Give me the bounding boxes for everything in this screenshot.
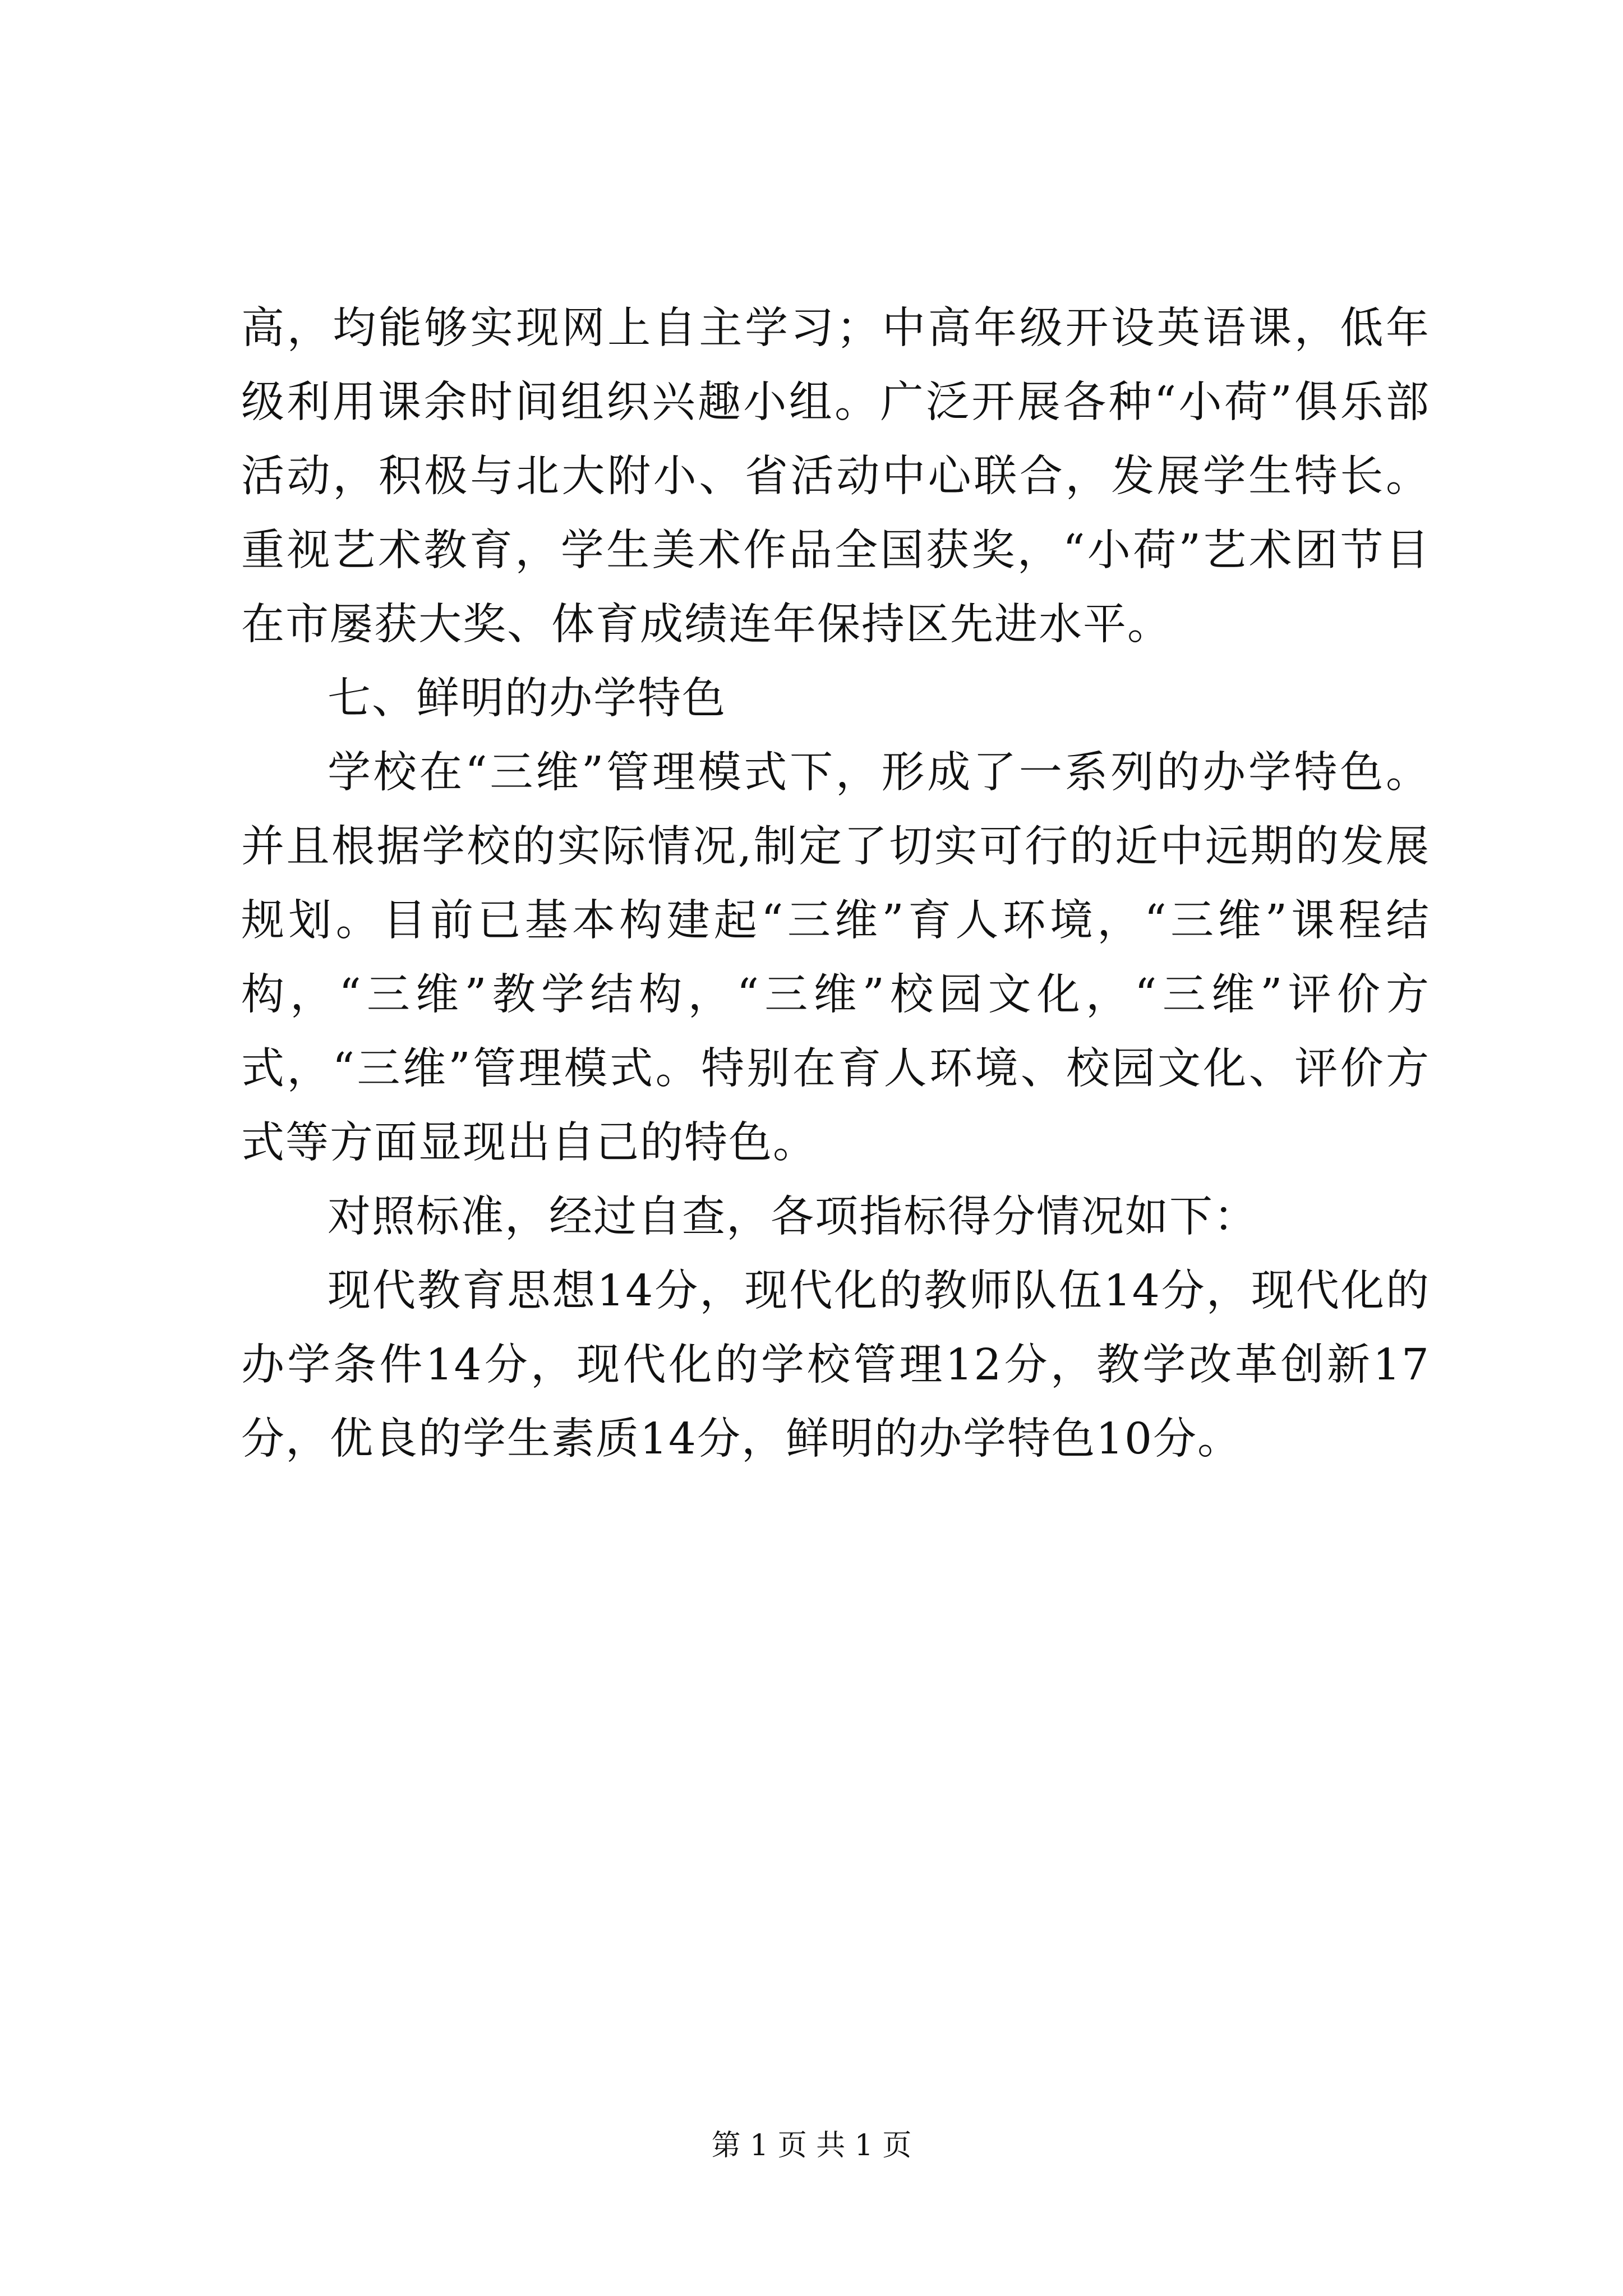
paragraph-self-check-intro: 对照标准，经过自查，各项指标得分情况如下：	[328, 1192, 1258, 1242]
paragraph-scores: 现代教育思想14分，现代化的教师队伍14分，现代化的办学条件14分，现代化的学校管理12分，教学改革创新17分，优良的学生素质14分，鲜明的办学特色10分。	[241, 1266, 1430, 1464]
paragraph-school-features: 学校在“三维”管理模式下，形成了一系列的办学特色。并且根据学校的实际情况,制定了切实可行的近中远期的发展规划。目前已基本构建起“三维”育人环境，“三维”课程结构，“三维”教学结构，“三维”校园文化，“三维”评价方式，“三维”管理模式。特别在育人环境、校园文化、评价方式等方面显现出自己的特色。	[241, 748, 1430, 1168]
page-footer: 第 1 页 共 1 页	[711, 2129, 912, 2162]
document-body	[241, 292, 1430, 1476]
paragraph-continuation: 高，均能够实现网上自主学习；中高年级开设英语课，低年级利用课余时间组织兴趣小组。广泛开展各种“小荷”俱乐部活动，积极与北大附小、省活动中心联合，发展学生特长。重视艺术教育，学生美术作品全国获奖，“小荷”艺术团节目在市屡获大奖、体育成绩连年保持区先进水平。	[241, 303, 1430, 650]
section-heading: 七、鲜明的办学特色	[328, 674, 726, 724]
